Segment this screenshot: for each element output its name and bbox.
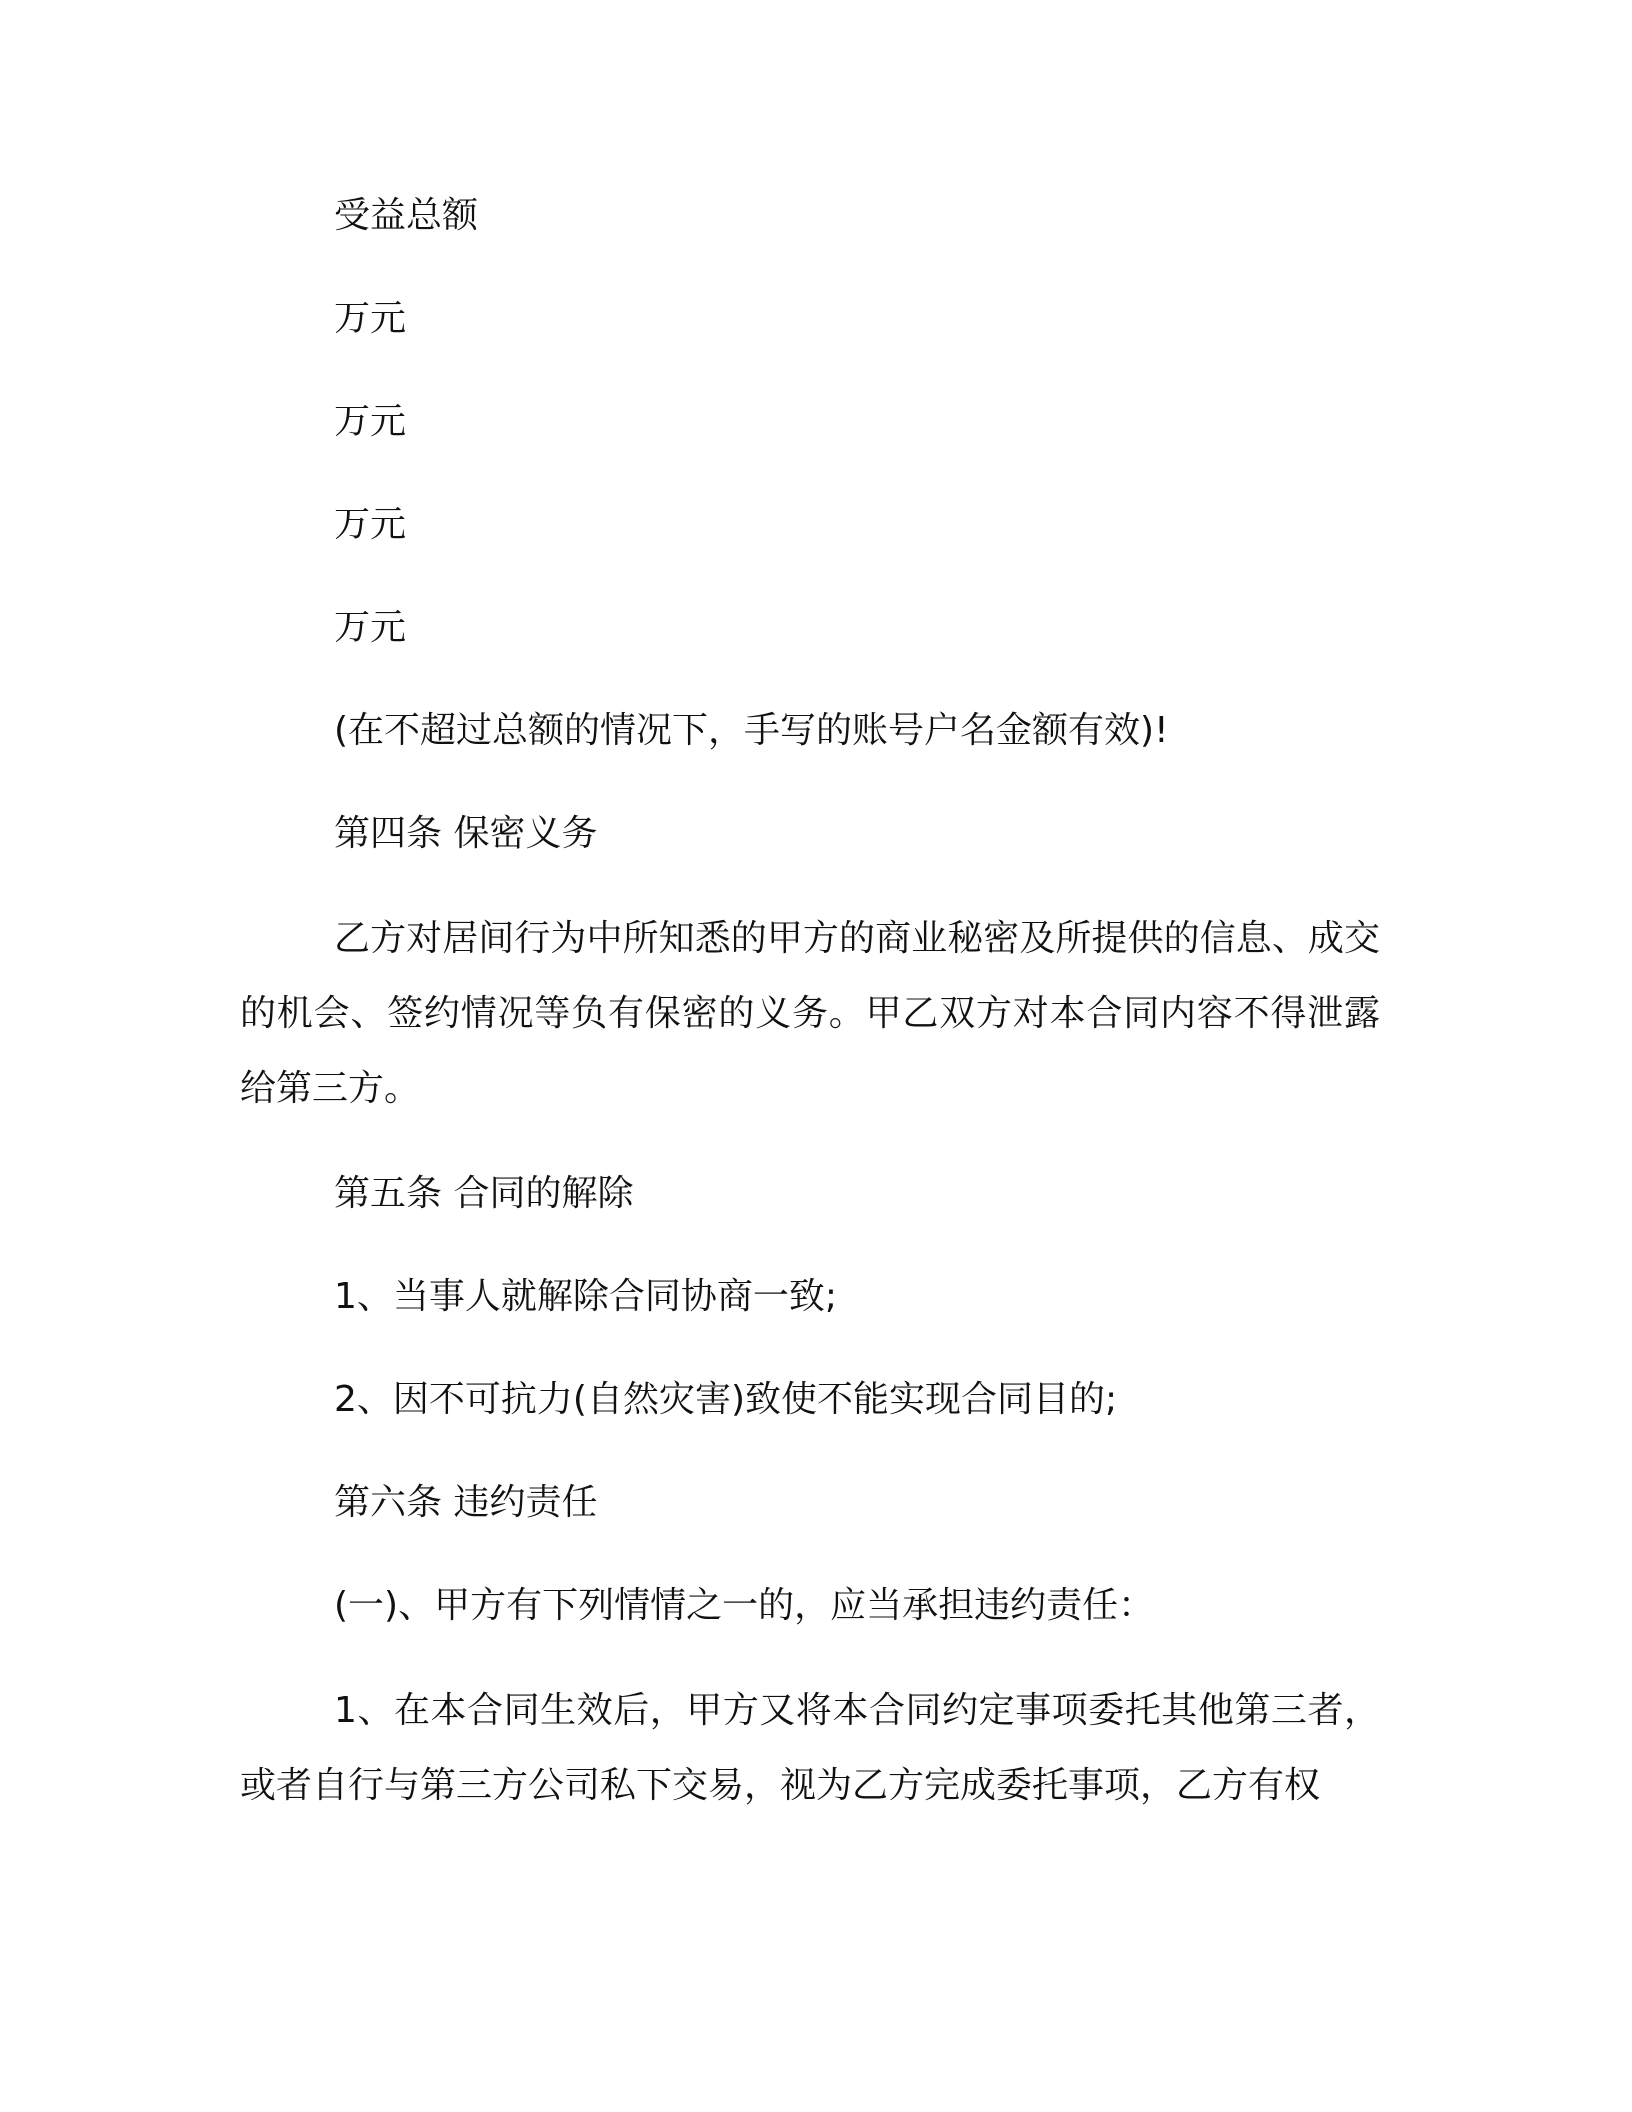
article-heading-liability: 第六条 违约责任 — [334, 1482, 598, 1523]
amount-unit-line: 万元 — [334, 504, 407, 545]
article-heading-termination: 第五条 合同的解除 — [334, 1173, 634, 1214]
confidentiality-paragraph: 乙方对居间行为中所知悉的甲方的商业秘密及所提供的信息、成交的机会、签约情况等负有保密的义务。甲乙双方对本合同内容不得泄露给第三方。 — [240, 918, 1380, 1109]
termination-item-1: 1、当事人就解除合同协商一致; — [334, 1276, 838, 1317]
liability-item-1: 1、在本合同生效后，甲方又将本合同约定事项委托其他第三者，或者自行与第三方公司私下交易，视为乙方完成委托事项，乙方有权 — [240, 1690, 1380, 1806]
article-heading-confidentiality: 第四条 保密义务 — [334, 813, 598, 854]
liability-subsection: (一)、甲方有下列情情之一的，应当承担违约责任： — [334, 1585, 1155, 1626]
handwritten-note: (在不超过总额的情况下，手写的账号户名金额有效)! — [334, 710, 1169, 751]
benefit-total-label: 受益总额 — [334, 195, 479, 236]
amount-unit-line: 万元 — [334, 401, 407, 442]
termination-item-2: 2、因不可抗力(自然灾害)致使不能实现合同目的; — [334, 1379, 1118, 1420]
amount-unit-line: 万元 — [334, 298, 407, 339]
amount-unit-line: 万元 — [334, 607, 407, 648]
